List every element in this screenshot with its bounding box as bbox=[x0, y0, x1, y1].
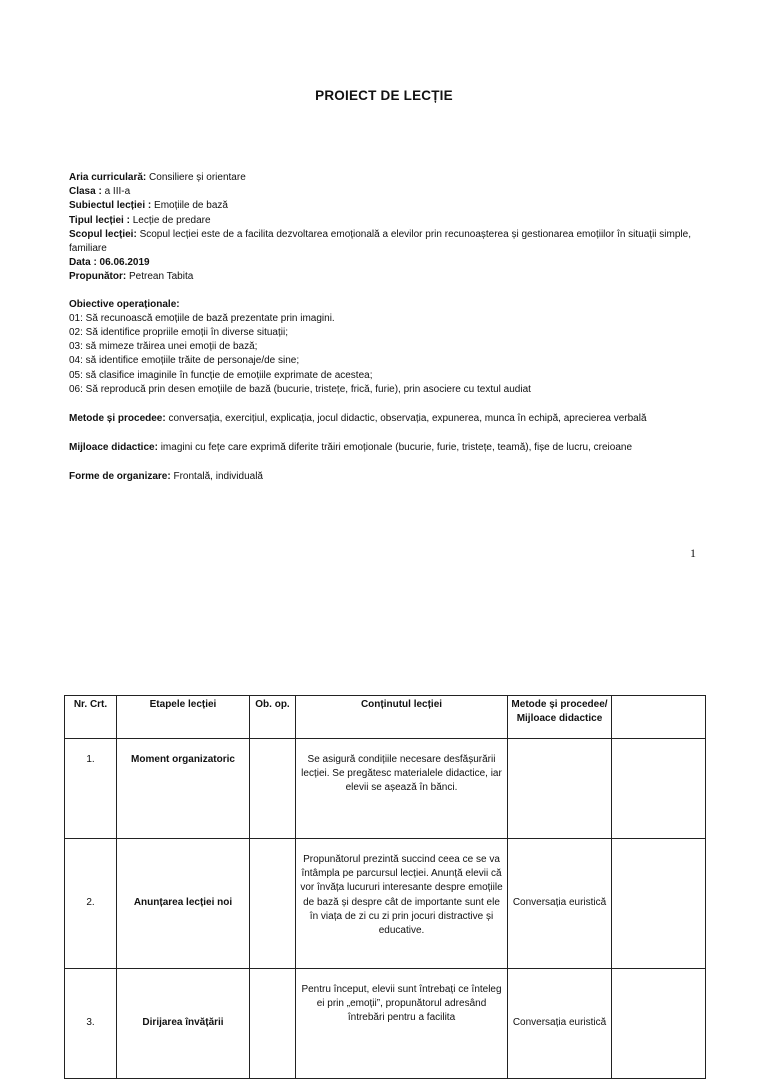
row-methods: Conversația euristică bbox=[508, 969, 612, 1079]
proposer bbox=[69, 270, 709, 284]
row-content: Se asigură condițiile necesare desfășurării lecției. Se pregătesc materialele didactice, iar elevii se așează în bănci. bbox=[296, 739, 508, 839]
curricular-area bbox=[69, 171, 709, 185]
objectives-heading: Obiective operaționale: bbox=[69, 298, 180, 310]
objective-item: 04: să identifice emoțiile trăite de personaje/de sine; bbox=[69, 355, 300, 367]
methods-label: Metode și procedee: bbox=[69, 413, 166, 425]
row-content: Propunătorul prezintă succind ceea ce se va întâmpla pe parcursul lecției. Anunță elevii că vor învăța lucururi interesante despre emoțiile de bază și despre cât de importante sunt ele în viața de zi cu zi prin jocuri distractive și educative. bbox=[296, 839, 508, 969]
row-stage: Anunțarea lecției noi bbox=[117, 839, 250, 969]
header-content: Conținutul lecției bbox=[296, 696, 508, 739]
methods bbox=[69, 412, 709, 426]
objective-item: 05: să clasifice imaginile în funcție de emoțiile exprimate de acestea; bbox=[69, 369, 373, 381]
class bbox=[69, 185, 709, 199]
header-objectives: Ob. op. bbox=[250, 696, 296, 739]
lesson-subject bbox=[69, 199, 709, 213]
row-stage: Moment organizatoric bbox=[117, 739, 250, 839]
organization-forms-value: Frontală, individuală bbox=[170, 471, 263, 483]
objective-item: 06: Să reproducă prin desen emoțiile de bază (bucurie, tristețe, frică, furie), prin asociere cu textul audiat bbox=[69, 383, 531, 395]
proposer-label: Propunător: bbox=[69, 271, 127, 283]
header-extra bbox=[612, 696, 706, 739]
lesson-purpose-label: Scopul lecției: bbox=[69, 228, 137, 240]
row-stage: Dirijarea învățării bbox=[117, 969, 250, 1079]
lesson-purpose-value: Scopul lecției este de a facilita dezvoltarea emoțională a elevilor prin recunoașterea și gestionarea emoțiilor în situații simple, familiare bbox=[69, 228, 691, 255]
table-row bbox=[65, 739, 706, 839]
class-value: a III-a bbox=[101, 186, 131, 198]
lesson-type-value: Lecție de predare bbox=[129, 214, 211, 226]
row-nr: 3. bbox=[65, 969, 117, 1079]
lesson-info bbox=[69, 171, 709, 485]
row-methods: Conversația euristică bbox=[508, 839, 612, 969]
teaching-aids bbox=[69, 441, 709, 455]
row-extra bbox=[612, 839, 706, 969]
page-number: 1 bbox=[690, 546, 696, 560]
header-methods: Metode și procedee/ Mijloace didactice bbox=[508, 696, 612, 739]
organization-forms-label: Forme de organizare: bbox=[69, 471, 171, 483]
objective-item: 01: Să recunoască emoțiile de bază prezentate prin imagini. bbox=[69, 312, 335, 324]
lesson-table bbox=[64, 695, 706, 1079]
methods-value: conversația, exercițiul, explicația, jocul didactic, observația, expunerea, munca în echipă, aprecierea verbală bbox=[165, 413, 647, 425]
row-objective bbox=[250, 739, 296, 839]
row-nr: 1. bbox=[65, 739, 117, 839]
organization-forms bbox=[69, 470, 709, 484]
teaching-aids-label: Mijloace didactice: bbox=[69, 442, 158, 454]
teaching-aids-value: imagini cu fețe care exprimă diferite trăiri emoționale (bucurie, furie, tristețe, teamă), fișe de lucru, creioane bbox=[157, 442, 633, 454]
lesson-subject-label: Subiectul lecției : bbox=[69, 200, 152, 212]
lesson-type-label: Tipul lecției : bbox=[69, 214, 130, 226]
proposer-value: Petrean Tabita bbox=[126, 271, 194, 283]
row-content: Pentru început, elevii sunt întrebați ce înteleg ei prin „emoții”, propunătorul adresând întrebări pentru a facilita bbox=[296, 969, 508, 1079]
table-row bbox=[65, 839, 706, 969]
header-stages: Etapele lecției bbox=[117, 696, 250, 739]
document-title: PROIECT DE LECȚIE bbox=[315, 88, 453, 103]
row-methods bbox=[508, 739, 612, 839]
lesson-date: Data : 06.06.2019 bbox=[69, 257, 150, 269]
lesson-subject-value: Emoțiile de bază bbox=[151, 200, 228, 212]
class-label: Clasa : bbox=[69, 186, 102, 198]
objective-item: 03: să mimeze trăirea unei emoții de bază; bbox=[69, 341, 258, 353]
row-objective bbox=[250, 839, 296, 969]
objective-item: 02: Să identifice propriile emoții în diverse situații; bbox=[69, 327, 288, 339]
header-nr: Nr. Crt. bbox=[65, 696, 117, 739]
row-nr: 2. bbox=[65, 839, 117, 969]
lesson-type bbox=[69, 214, 709, 228]
row-extra bbox=[612, 739, 706, 839]
curricular-area-value: Consiliere și orientare bbox=[146, 172, 246, 183]
lesson-purpose bbox=[69, 228, 709, 256]
table-header-row bbox=[65, 696, 706, 739]
curricular-area-label: Aria curriculară: bbox=[69, 172, 147, 183]
